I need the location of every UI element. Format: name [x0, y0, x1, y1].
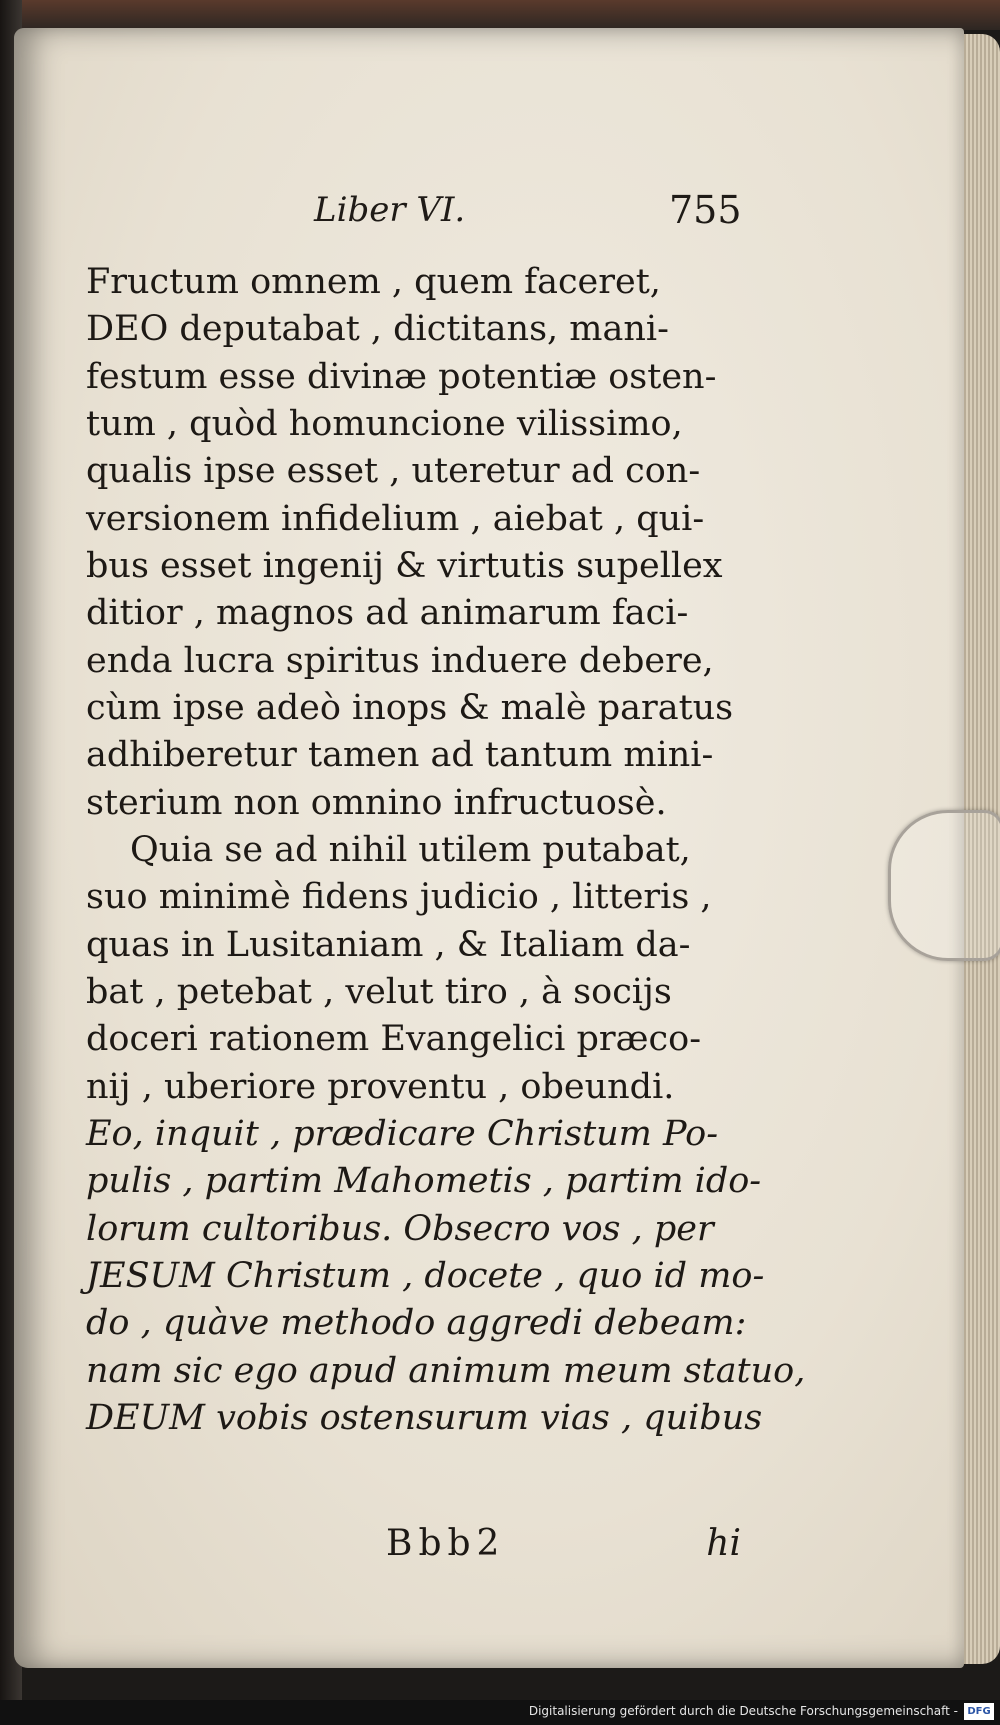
text-line: [86, 402, 741, 446]
page-footer: [86, 1523, 741, 1573]
catchword: hi: [706, 1523, 741, 1564]
line-text: bat , petebat , velut tiro , à socijs: [86, 972, 672, 1012]
page-clip-icon: [888, 810, 1000, 961]
text-line: [86, 591, 741, 635]
line-text: lorum cultoribus. Obsecro vos , per: [86, 1209, 714, 1249]
digitization-credit-bar: [0, 1700, 1000, 1725]
book-page: [14, 28, 964, 1668]
text-line: [86, 1112, 741, 1156]
line-text: Eo, inquit , prædicare Christum Po-: [86, 1114, 719, 1154]
line-text: bus esset ingenij & virtutis supellex: [86, 546, 723, 586]
line-text: pulis , partim Mahometis , partim ido-: [86, 1161, 762, 1201]
text-line: [86, 1301, 747, 1345]
line-text: qualis ipse esset , uteretur ad con-: [86, 451, 701, 491]
credit-text: Digitalisierung gefördert durch die Deutsche Forschungsgemeinschaft -: [528, 1704, 958, 1718]
line-text: quas in Lusitaniam , & Italiam da-: [86, 925, 691, 965]
text-line: [86, 1065, 741, 1109]
text-line: [86, 970, 741, 1014]
line-text: cùm ipse adeò inops & malè paratus: [86, 688, 734, 728]
text-line: [86, 828, 741, 872]
line-text: DEUM vobis ostensurum vias , quibus: [86, 1398, 763, 1438]
line-text: tum , quòd homuncione vilissimo,: [86, 404, 683, 444]
text-line: [86, 1349, 806, 1393]
text-line: [86, 875, 741, 919]
dfg-logo: DFG: [964, 1703, 994, 1720]
line-text: nam sic ego apud animum meum statuo,: [86, 1351, 806, 1391]
line-text: versionem infidelium , aiebat , qui-: [86, 499, 705, 539]
line-text: sterium non omnino infructuosè.: [86, 783, 667, 823]
text-line: [86, 686, 741, 730]
line-text: Quia se ad nihil utilem putabat,: [130, 830, 691, 870]
line-text: suo minimè fidens judicio , litteris ,: [86, 877, 712, 917]
text-line: [86, 260, 741, 304]
line-text: adhiberetur tamen ad tantum mini-: [86, 735, 714, 775]
page-number: 755: [669, 188, 742, 232]
book-top-edge: [0, 0, 1000, 30]
text-line: [86, 639, 741, 683]
text-line: [86, 1159, 762, 1203]
text-line: [86, 1396, 763, 1440]
line-text: enda lucra spiritus induere debere,: [86, 641, 714, 681]
line-text: nij , uberiore proventu , obeundi.: [86, 1067, 675, 1107]
text-line: [86, 1254, 765, 1298]
line-text: JESUM Christum , docete , quo id mo-: [86, 1256, 765, 1296]
line-text: ditior , magnos ad animarum faci-: [86, 593, 689, 633]
text-line: [86, 781, 741, 825]
line-text: doceri rationem Evangelici præco-: [86, 1019, 702, 1059]
text-line: [86, 733, 741, 777]
line-text: Fructum omnem , quem faceret,: [86, 262, 661, 302]
text-line: [86, 1207, 741, 1251]
text-line: [86, 544, 741, 588]
text-line: [86, 497, 741, 541]
signature-mark: Bbb2: [386, 1523, 506, 1564]
line-text: festum esse divinæ potentiæ osten-: [86, 357, 717, 397]
text-line: [86, 355, 741, 399]
text-line: [86, 307, 741, 351]
line-text: do , quàve methodo aggredi debeam:: [86, 1303, 747, 1343]
line-text: DEO deputabat , dictitans, mani-: [86, 309, 669, 349]
text-line: [86, 923, 741, 967]
running-head: Liber VI.: [314, 190, 466, 230]
text-line: [86, 1017, 741, 1061]
text-line: [86, 449, 741, 493]
